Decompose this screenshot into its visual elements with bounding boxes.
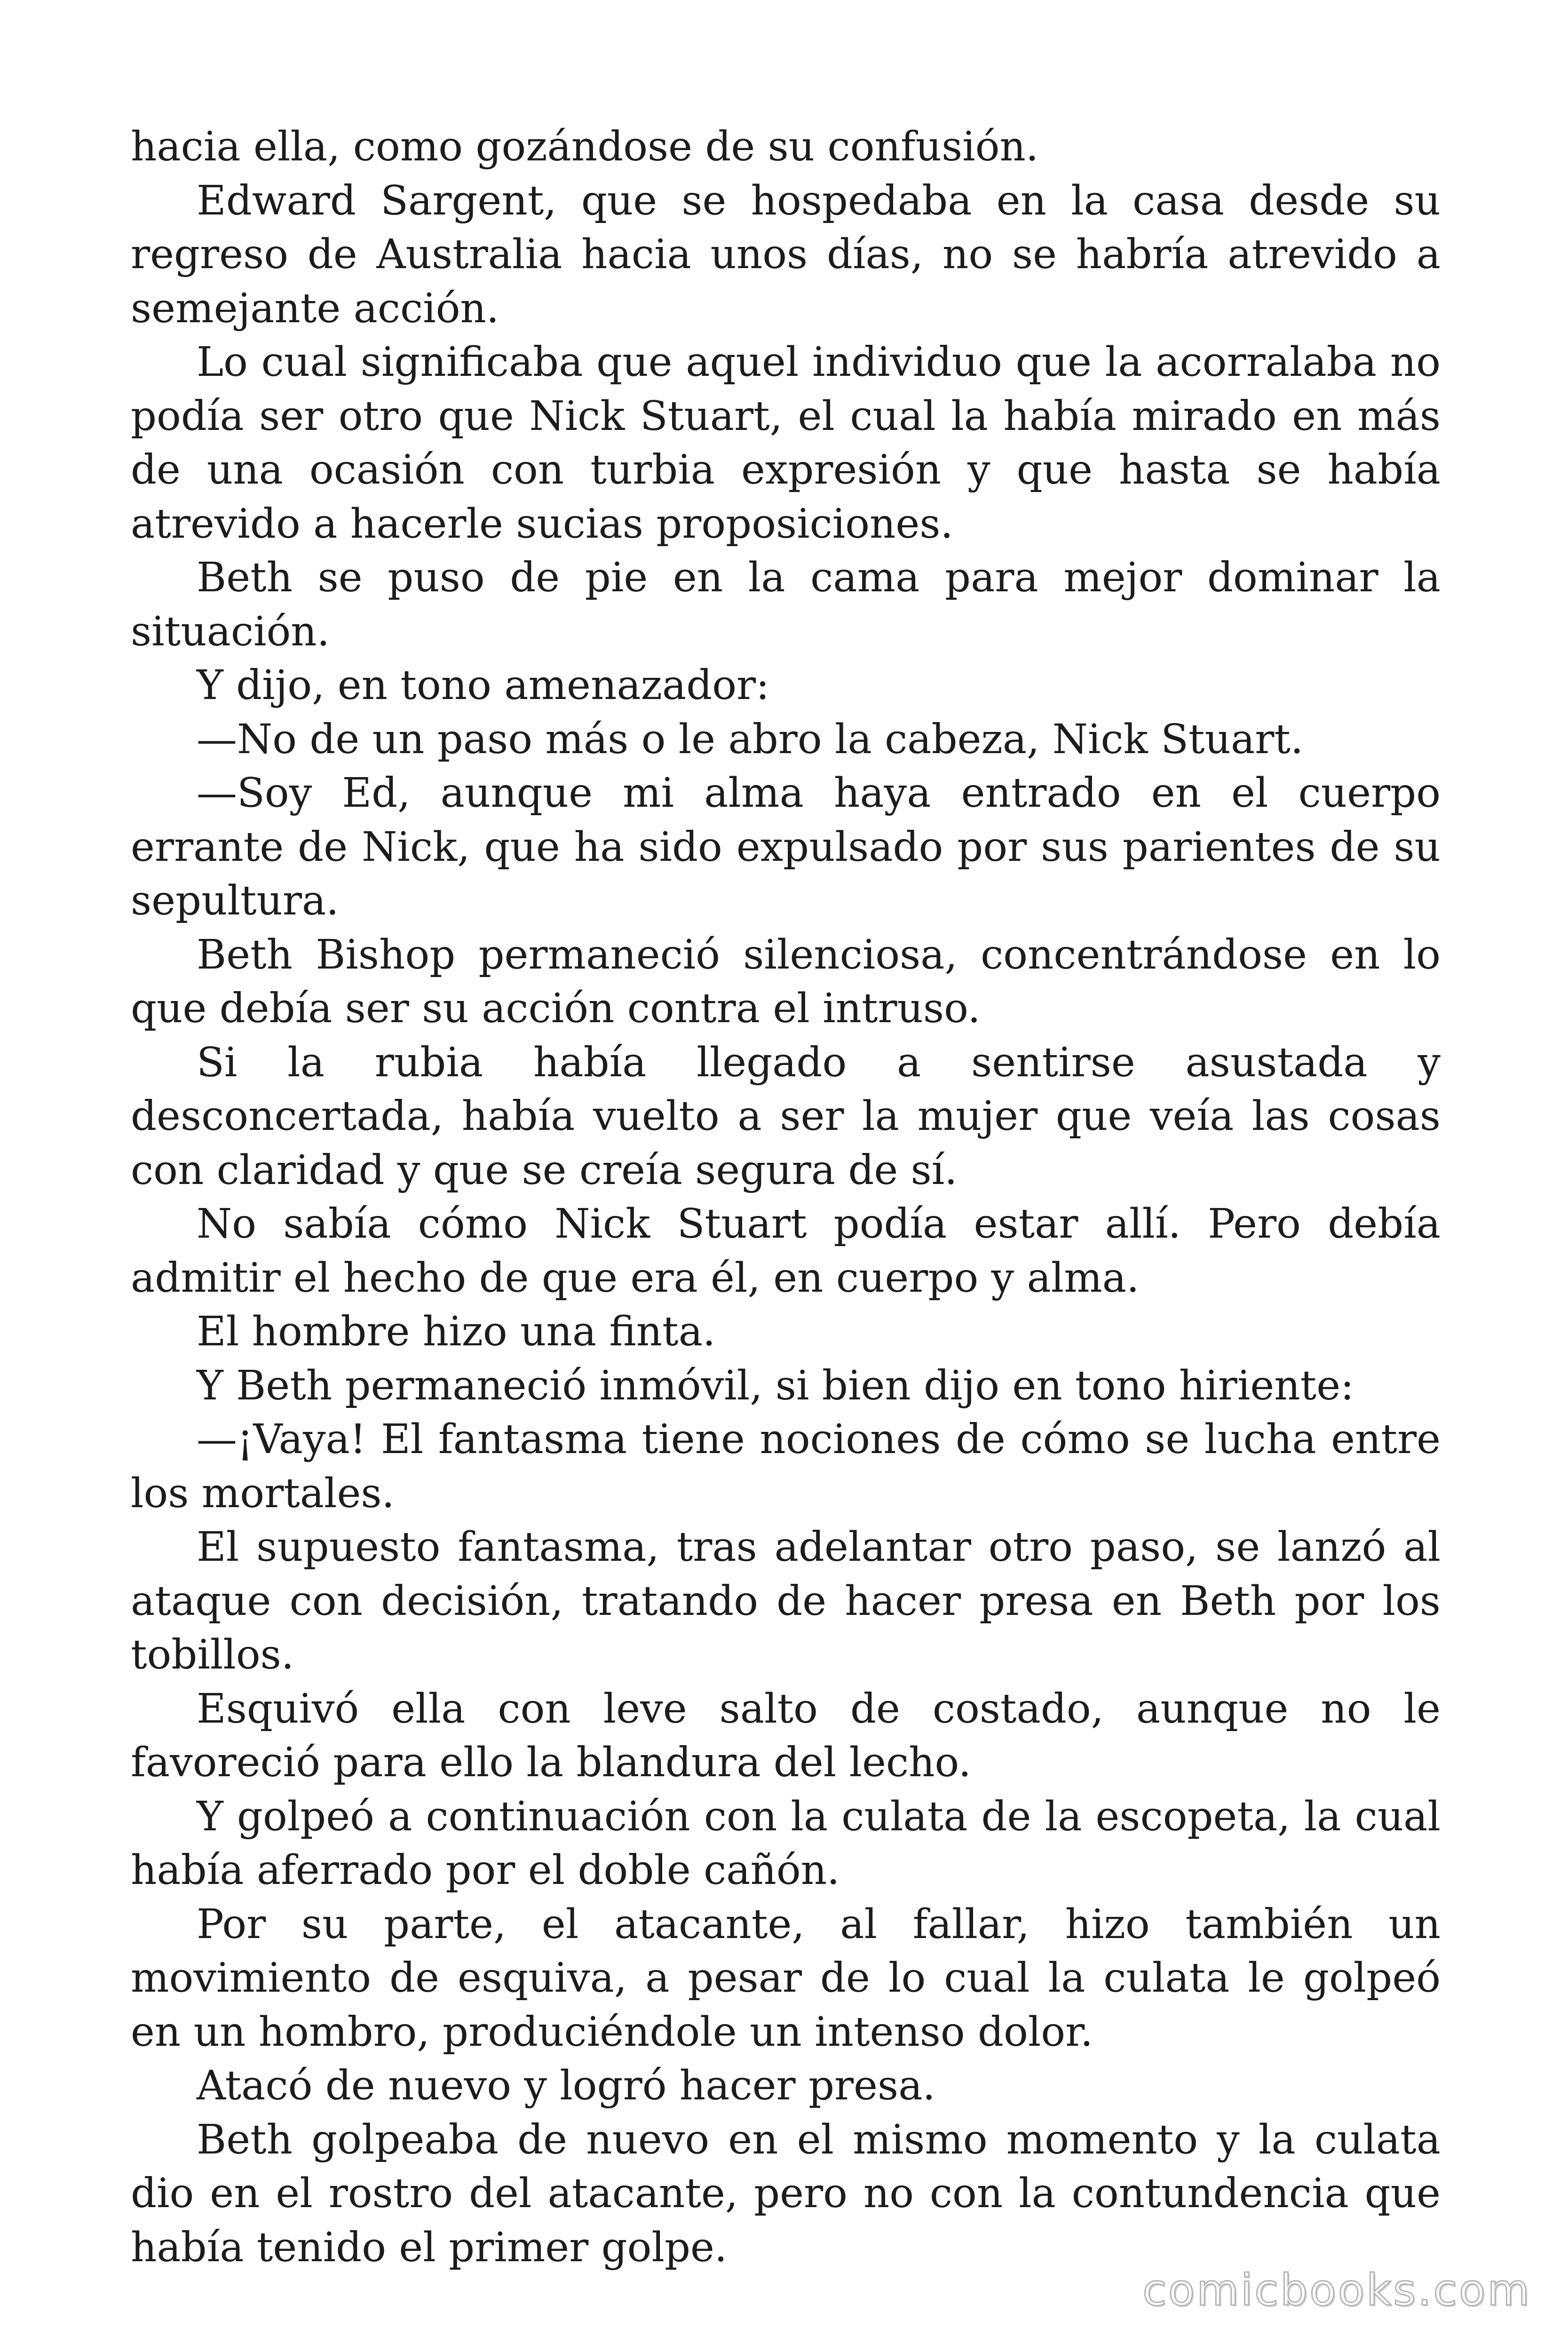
- paragraph-15: Esquivó ella con leve salto de costado, aunque no le favoreció para ello la blandura del lecho.: [131, 1685, 1441, 1786]
- paragraph-2: Edward Sargent, que se hospedaba en la casa desde su regreso de Australia hacia unos días, no se habría atrevido a semejante acción.: [131, 177, 1441, 332]
- paragraph-8: Beth Bishop permaneció silenciosa, concentrándose en lo que debía ser su acción contra el intruso.: [131, 931, 1441, 1032]
- paragraph-13: —¡Vaya! El fantasma tiene nociones de cómo se lucha entre los mortales.: [131, 1416, 1441, 1517]
- paragraph-5: Y dijo, en tono amenazador:: [197, 662, 770, 709]
- paragraph-18: Atacó de nuevo y logró hacer presa.: [197, 2062, 935, 2109]
- paragraph-1: hacia ella, como gozándose de su confusión.: [131, 123, 1039, 170]
- paragraph-14: El supuesto fantasma, tras adelantar otro paso, se lanzó al ataque con decisión, tratando de hacer presa en Beth por los tobillos.: [131, 1524, 1441, 1678]
- paragraph-9: Si la rubia había llegado a sentirse asustada y desconcertada, había vuelto a ser la mujer que veía las cosas con claridad y que se creía segura de sí.: [131, 1039, 1441, 1194]
- paragraph-16: Y golpeó a continuación con la culata de la escopeta, la cual había aferrado por el doble cañón.: [131, 1793, 1441, 1894]
- paragraph-11: El hombre hizo una finta.: [197, 1308, 716, 1355]
- paragraph-6: —No de un paso más o le abro la cabeza, Nick Stuart.: [197, 715, 1304, 763]
- paragraph-3: Lo cual significaba que aquel individuo que la acorralaba no podía ser otro que Nick Stuart, el cual la había mirado en más de una ocasión con turbia expresión y que hasta se había atrevido a hacerle sucias proposiciones.: [131, 339, 1441, 548]
- paragraph-7: —Soy Ed, aunque mi alma haya entrado en el cuerpo errante de Nick, que ha sido expulsado por sus parientes de su sepultura.: [131, 770, 1441, 924]
- paragraph-19: Beth golpeaba de nuevo en el mismo momento y la culata dio en el rostro del atacante, pero no con la contundencia que había tenido el primer golpe.: [131, 2116, 1441, 2271]
- paragraph-12: Y Beth permaneció inmóvil, si bien dijo en tono hiriente:: [197, 1362, 1354, 1409]
- body-text: [131, 120, 1441, 2274]
- paragraph-17: Por su parte, el atacante, al fallar, hizo también un movimiento de esquiva, a pesar de lo cual la culata le golpeó en un hombro, produciéndole un intenso dolor.: [131, 1900, 1441, 2056]
- paragraph-10: No sabía cómo Nick Stuart podía estar allí. Pero debía admitir el hecho de que era él, en cuerpo y alma.: [131, 1200, 1441, 1302]
- paragraph-4: Beth se puso de pie en la cama para mejor dominar la situación.: [131, 554, 1441, 655]
- watermark-logo: comicbooks.com: [1142, 2265, 1531, 2315]
